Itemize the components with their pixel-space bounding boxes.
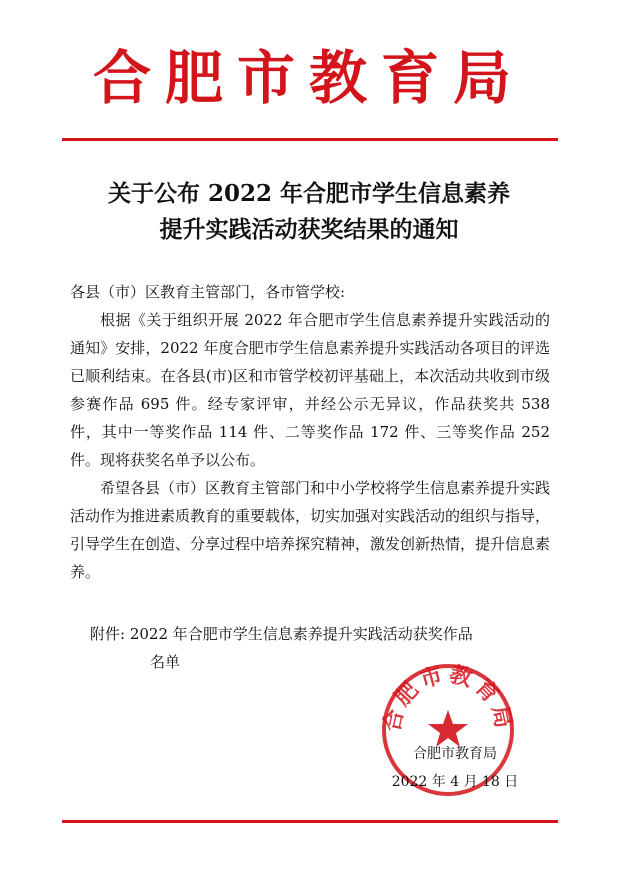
seal-ring-text: 合肥市教育局 xyxy=(379,662,517,735)
attachment-title: 2022 年合肥市学生信息素养提升实践活动获奖作品 xyxy=(129,625,473,643)
attachment-title-cont: 名单 xyxy=(150,653,181,671)
issuer-banner: 合肥市教育局 xyxy=(92,44,525,112)
signature-issuer: 合肥市教育局 xyxy=(413,746,497,762)
signature-block xyxy=(380,740,530,796)
title-line-2: 提升实践活动获奖结果的通知 xyxy=(159,216,459,243)
header-divider xyxy=(62,138,558,141)
body-paragraph-1: 根据《关于组织开展 2022 年合肥市学生信息素养提升实践活动的通知》安排，2022 年度合肥市学生信息素养提升实践活动各项目的评选已顺利结束。在各县(市)区和市管学校初评基础上，本次活动共收到市级参赛作品 695 件。经专家评审，并经公示无异议，作品获奖共 538 件，其中一等奖作品 114 件、二等奖作品 172 件、三等奖作品 252 件。现将获奖名单予以公布。 xyxy=(70,311,550,469)
signature-date: 2022 年 4 月 18 日 xyxy=(391,774,519,790)
body-paragraph-2: 希望各县（市）区教育主管部门和中小学校将学生信息素养提升实践活动作为推进素质教育的重要载体，切实加强对实践活动的组织与指导，引导学生在创造、分享过程中培养探究精神，激发创新热情，提升信息素养。 xyxy=(70,479,551,581)
salutation: 各县（市）区教育主管部门，各市管学校: xyxy=(70,283,346,301)
document-title xyxy=(0,176,618,248)
document-body xyxy=(70,278,550,586)
attachment-label: 附件: xyxy=(90,625,126,643)
footer-divider xyxy=(62,820,558,823)
title-line-1: 关于公布 2022 年合肥市学生信息素养 xyxy=(107,180,511,207)
